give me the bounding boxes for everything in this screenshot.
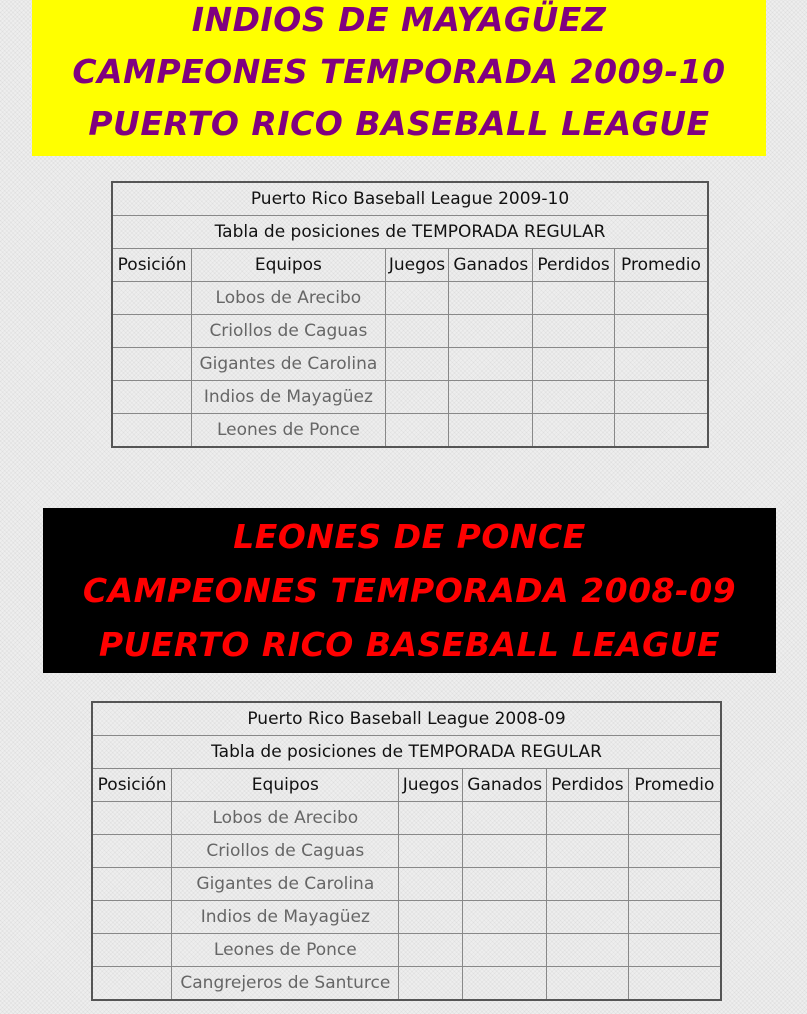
wins-cell [463,868,547,901]
table-subtitle-row [112,216,708,249]
header-promedio: Promedio [614,249,708,282]
games-cell [385,282,449,315]
wins-cell [449,414,533,448]
header-perdidos: Perdidos [547,769,629,802]
games-cell [385,348,449,381]
team-cell: Criollos de Caguas [172,835,399,868]
header-promedio: Promedio [628,769,721,802]
average-cell [614,414,708,448]
table-row [92,934,721,967]
team-cell: Cangrejeros de Santurce [172,967,399,1001]
team-cell: Gigantes de Carolina [172,868,399,901]
average-cell [628,901,721,934]
table-row [92,802,721,835]
header-posicion: Posición [112,249,192,282]
table-title-row [112,182,708,216]
average-cell [614,282,708,315]
losses-cell [547,835,629,868]
losses-cell [533,381,615,414]
average-cell [614,348,708,381]
wins-cell [463,967,547,1001]
table-row [92,901,721,934]
losses-cell [547,802,629,835]
table-row [112,414,708,448]
table-header-row [92,769,721,802]
banner-title-league: PUERTO RICO BASEBALL LEAGUE [98,625,721,664]
table-row [112,381,708,414]
team-cell: Gigantes de Carolina [192,348,385,381]
header-juegos: Juegos [385,249,449,282]
losses-cell [533,315,615,348]
banner-title-league: PUERTO RICO BASEBALL LEAGUE [88,104,710,143]
table-subtitle: Tabla de posiciones de TEMPORADA REGULAR [92,736,721,769]
position-cell [92,967,172,1001]
games-cell [385,381,449,414]
position-cell [92,868,172,901]
position-cell [92,802,172,835]
header-ganados: Ganados [449,249,533,282]
losses-cell [533,348,615,381]
champions-banner-2009-10 [32,0,766,156]
header-equipos: Equipos [192,249,385,282]
team-cell: Leones de Ponce [172,934,399,967]
banner-title-team: LEONES DE PONCE [233,517,586,556]
wins-cell [463,802,547,835]
table-header-row [112,249,708,282]
games-cell [399,802,463,835]
losses-cell [533,414,615,448]
table-title: Puerto Rico Baseball League 2009-10 [112,182,708,216]
table-title: Puerto Rico Baseball League 2008-09 [92,702,721,736]
losses-cell [547,868,629,901]
position-cell [112,315,192,348]
average-cell [628,934,721,967]
position-cell [92,901,172,934]
table-row [92,967,721,1001]
wins-cell [449,348,533,381]
games-cell [399,835,463,868]
position-cell [112,381,192,414]
header-juegos: Juegos [399,769,463,802]
average-cell [614,381,708,414]
position-cell [112,282,192,315]
header-posicion: Posición [92,769,172,802]
games-cell [399,934,463,967]
wins-cell [463,901,547,934]
header-ganados: Ganados [463,769,547,802]
table-row [112,348,708,381]
team-cell: Criollos de Caguas [192,315,385,348]
banner-title-season: CAMPEONES TEMPORADA 2008-09 [82,571,737,610]
wins-cell [449,282,533,315]
team-cell: Indios de Mayagüez [192,381,385,414]
losses-cell [547,901,629,934]
table-title-row [92,702,721,736]
standings-table-2008-09 [91,701,722,1001]
header-equipos: Equipos [172,769,399,802]
banner-title-team: INDIOS DE MAYAGÜEZ [191,0,607,39]
average-cell [628,802,721,835]
table-row [92,835,721,868]
position-cell [112,414,192,448]
games-cell [399,901,463,934]
team-cell: Lobos de Arecibo [192,282,385,315]
average-cell [628,967,721,1001]
wins-cell [449,381,533,414]
games-cell [385,414,449,448]
banner-title-season: CAMPEONES TEMPORADA 2009-10 [72,52,726,91]
games-cell [399,868,463,901]
table-subtitle: Tabla de posiciones de TEMPORADA REGULAR [112,216,708,249]
wins-cell [463,934,547,967]
losses-cell [547,934,629,967]
team-cell: Leones de Ponce [192,414,385,448]
wins-cell [463,835,547,868]
champions-banner-2008-09 [43,508,776,673]
table-row [92,868,721,901]
table-row [112,282,708,315]
table-row [112,315,708,348]
average-cell [614,315,708,348]
average-cell [628,868,721,901]
team-cell: Lobos de Arecibo [172,802,399,835]
games-cell [385,315,449,348]
position-cell [92,934,172,967]
losses-cell [533,282,615,315]
team-cell: Indios de Mayagüez [172,901,399,934]
standings-table-2009-10 [111,181,709,448]
games-cell [399,967,463,1001]
average-cell [628,835,721,868]
table-subtitle-row [92,736,721,769]
losses-cell [547,967,629,1001]
position-cell [112,348,192,381]
header-perdidos: Perdidos [533,249,615,282]
wins-cell [449,315,533,348]
position-cell [92,835,172,868]
